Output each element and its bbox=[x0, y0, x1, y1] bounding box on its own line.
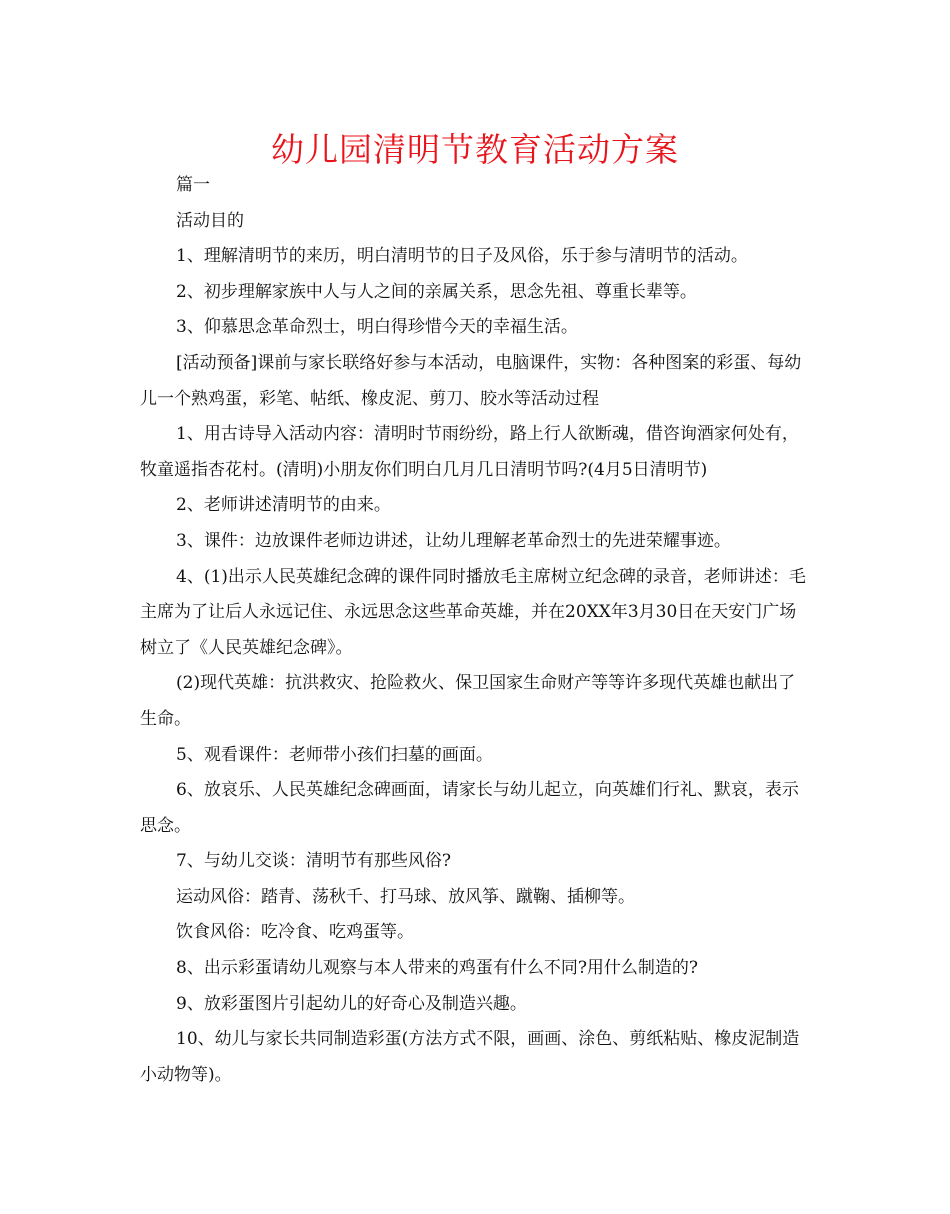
paragraph: (2)现代英雄：抗洪救灾、抢险救火、保卫国家生命财产等等许多现代英雄也献出了生命。 bbox=[140, 673, 796, 729]
paragraph: 9、放彩蛋图片引起幼儿的好奇心及制造兴趣。 bbox=[176, 993, 527, 1014]
paragraph: 8、出示彩蛋请幼儿观察与本人带来的鸡蛋有什么不同?用什么制造的? bbox=[176, 958, 699, 979]
document-body bbox=[140, 168, 812, 1093]
paragraph: [活动预备]课前与家长联络好参与本活动，电脑课件，实物：各种图案的彩蛋、每幼儿一个熟鸡蛋，彩笔、帖纸、橡皮泥、剪刀、胶水等活动过程 bbox=[140, 352, 802, 409]
paragraph: 7、与幼儿交谈：清明节有那些风俗? bbox=[176, 851, 451, 872]
paragraph: 1、用古诗导入活动内容：清明时节雨纷纷，路上行人欲断魂，借咨询酒家何处有，牧童遥指杏花村。(清明)小朋友你们明白几月几日清明节吗?(4月5日清明节) bbox=[140, 424, 799, 480]
paragraph: 6、放哀乐、人民英雄纪念碑画面，请家长与幼儿起立，向英雄们行礼、默哀，表示思念。 bbox=[140, 780, 799, 836]
paragraph: 饮食风俗：吃冷食、吃鸡蛋等。 bbox=[176, 922, 414, 943]
paragraph: 2、老师讲述清明节的由来。 bbox=[176, 495, 391, 516]
document-title: 幼儿园清明节教育活动方案 bbox=[271, 130, 679, 169]
subsection-heading: 活动目的 bbox=[176, 210, 244, 231]
paragraph: 3、仰慕思念革命烈士，明白得珍惜今天的幸福生活。 bbox=[176, 317, 578, 338]
paragraph: 10、幼儿与家长共同制造彩蛋(方法方式不限，画画、涂色、剪纸粘贴、橡皮泥制造小动物等)。 bbox=[140, 1029, 800, 1085]
paragraph: 5、观看课件：老师带小孩们扫墓的画面。 bbox=[176, 744, 493, 765]
paragraph: 2、初步理解家族中人与人之间的亲属关系，思念先祖、尊重长辈等。 bbox=[176, 281, 697, 302]
section-heading: 篇一 bbox=[176, 175, 210, 195]
paragraph: 1、理解清明节的来历，明白清明节的日子及风俗，乐于参与清明节的活动。 bbox=[176, 246, 748, 267]
paragraph: 3、课件：边放课件老师边讲述，让幼儿理解老革命烈士的先进荣耀事迹。 bbox=[176, 530, 731, 551]
paragraph: 运动风俗：踏青、荡秋千、打马球、放风筝、蹴鞠、插柳等。 bbox=[176, 886, 635, 907]
paragraph: 4、(1)出示人民英雄纪念碑的课件同时播放毛主席树立纪念碑的录音，老师讲述：毛主席为了让后人永远记住、永远思念这些革命英雄，并在20XX年3月30日在天安门广场树立了《人民英雄纪念碑》。 bbox=[140, 566, 806, 658]
